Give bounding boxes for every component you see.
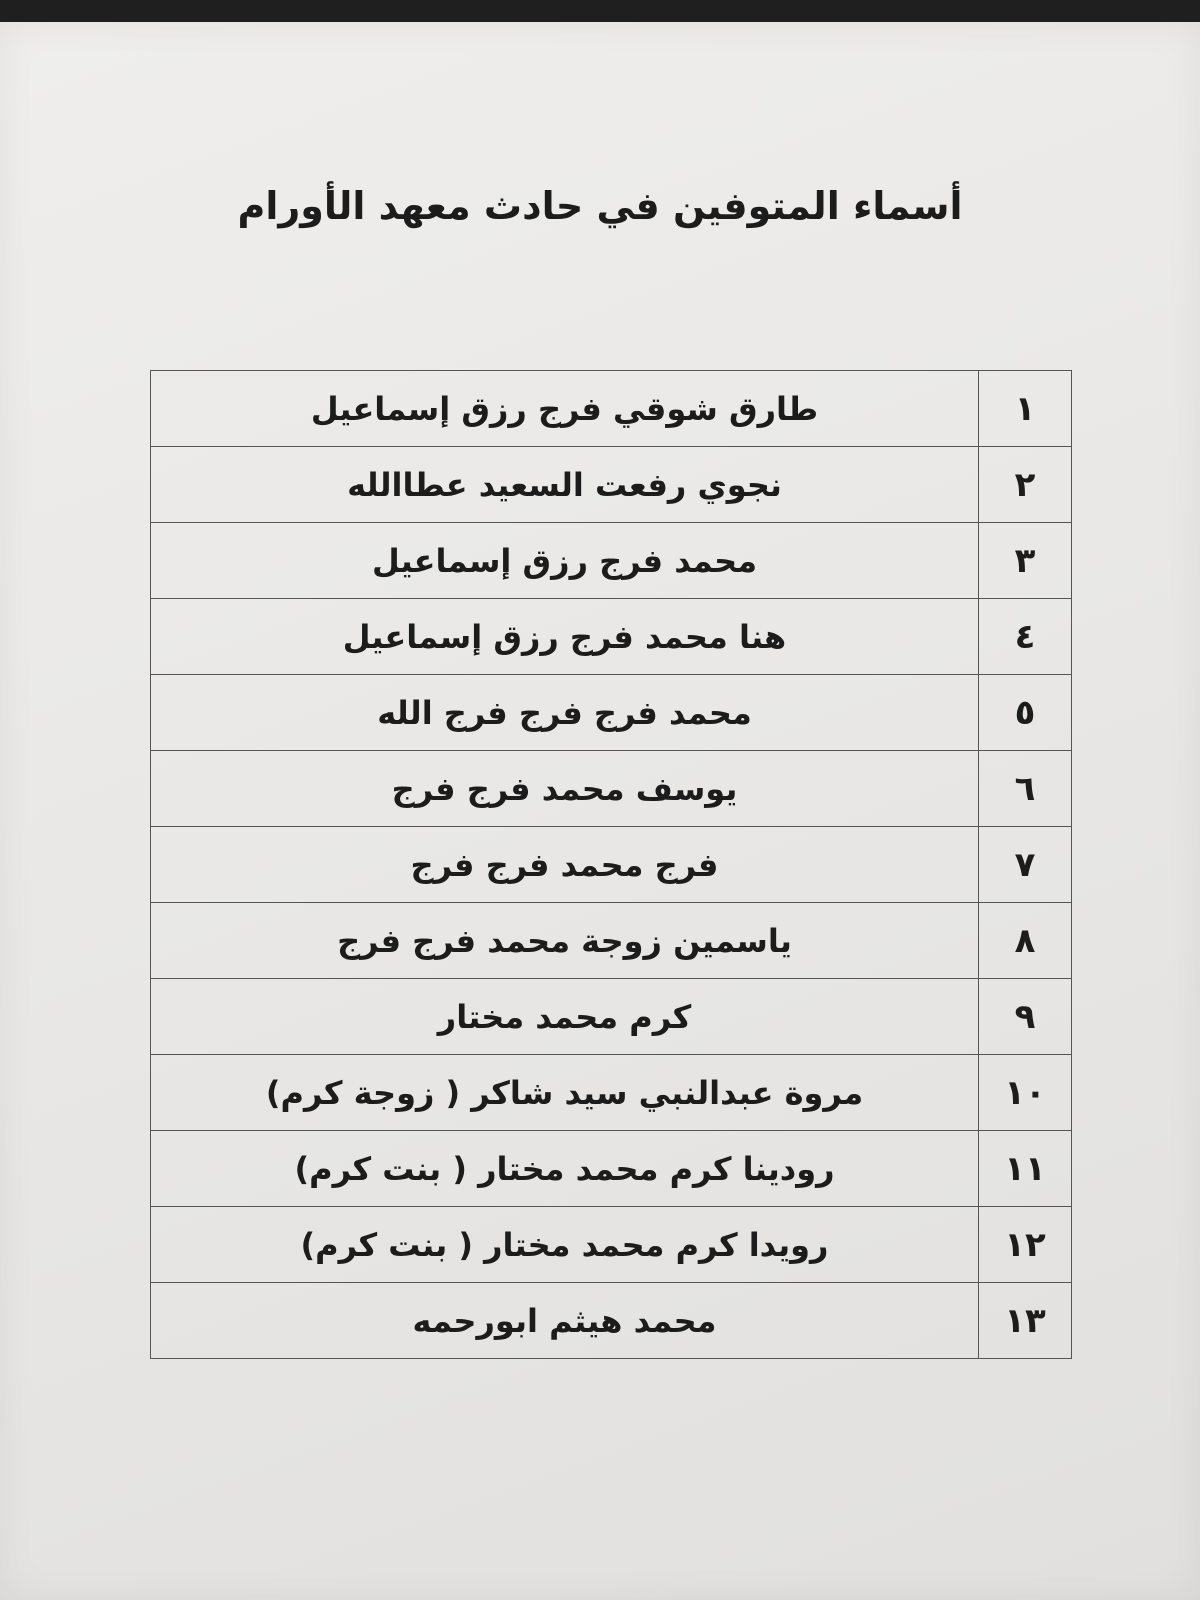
table-row bbox=[151, 599, 1072, 675]
row-number: ١٣ bbox=[979, 1283, 1072, 1359]
row-name: محمد فرج فرج فرج الله bbox=[151, 675, 979, 751]
row-number: ٨ bbox=[979, 903, 1072, 979]
table-row bbox=[151, 1207, 1072, 1283]
table-row bbox=[151, 447, 1072, 523]
row-name: هنا محمد فرج رزق إسماعيل bbox=[151, 599, 979, 675]
table-row bbox=[151, 675, 1072, 751]
row-name: نجوي رفعت السعيد عطاالله bbox=[151, 447, 979, 523]
row-name: محمد فرج رزق إسماعيل bbox=[151, 523, 979, 599]
document-title: أسماء المتوفين في حادث معهد الأورام bbox=[237, 184, 963, 228]
row-number: ٢ bbox=[979, 447, 1072, 523]
row-name: رويدا كرم محمد مختار ( بنت كرم) bbox=[151, 1207, 979, 1283]
row-number: ٧ bbox=[979, 827, 1072, 903]
table-row bbox=[151, 979, 1072, 1055]
table-row bbox=[151, 1283, 1072, 1359]
table-row bbox=[151, 751, 1072, 827]
row-name: فرج محمد فرج فرج bbox=[151, 827, 979, 903]
row-number: ١٢ bbox=[979, 1207, 1072, 1283]
row-name: طارق شوقي فرج رزق إسماعيل bbox=[151, 371, 979, 447]
row-number: ٥ bbox=[979, 675, 1072, 751]
row-name: كرم محمد مختار bbox=[151, 979, 979, 1055]
row-name: رودينا كرم محمد مختار ( بنت كرم) bbox=[151, 1131, 979, 1207]
row-number: ٣ bbox=[979, 523, 1072, 599]
row-number: ١١ bbox=[979, 1131, 1072, 1207]
row-number: ١٠ bbox=[979, 1055, 1072, 1131]
table-row bbox=[151, 827, 1072, 903]
paper-sheet bbox=[0, 22, 1200, 1600]
names-table bbox=[150, 370, 1072, 1359]
row-number: ١ bbox=[979, 371, 1072, 447]
table-row bbox=[151, 1055, 1072, 1131]
table-row bbox=[151, 903, 1072, 979]
row-number: ٩ bbox=[979, 979, 1072, 1055]
row-number: ٤ bbox=[979, 599, 1072, 675]
table-row bbox=[151, 371, 1072, 447]
row-name: محمد هيثم ابورحمه bbox=[151, 1283, 979, 1359]
table-row bbox=[151, 1131, 1072, 1207]
row-name: مروة عبدالنبي سيد شاكر ( زوجة كرم) bbox=[151, 1055, 979, 1131]
row-name: ياسمين زوجة محمد فرج فرج bbox=[151, 903, 979, 979]
table-row bbox=[151, 523, 1072, 599]
row-number: ٦ bbox=[979, 751, 1072, 827]
row-name: يوسف محمد فرج فرج bbox=[151, 751, 979, 827]
